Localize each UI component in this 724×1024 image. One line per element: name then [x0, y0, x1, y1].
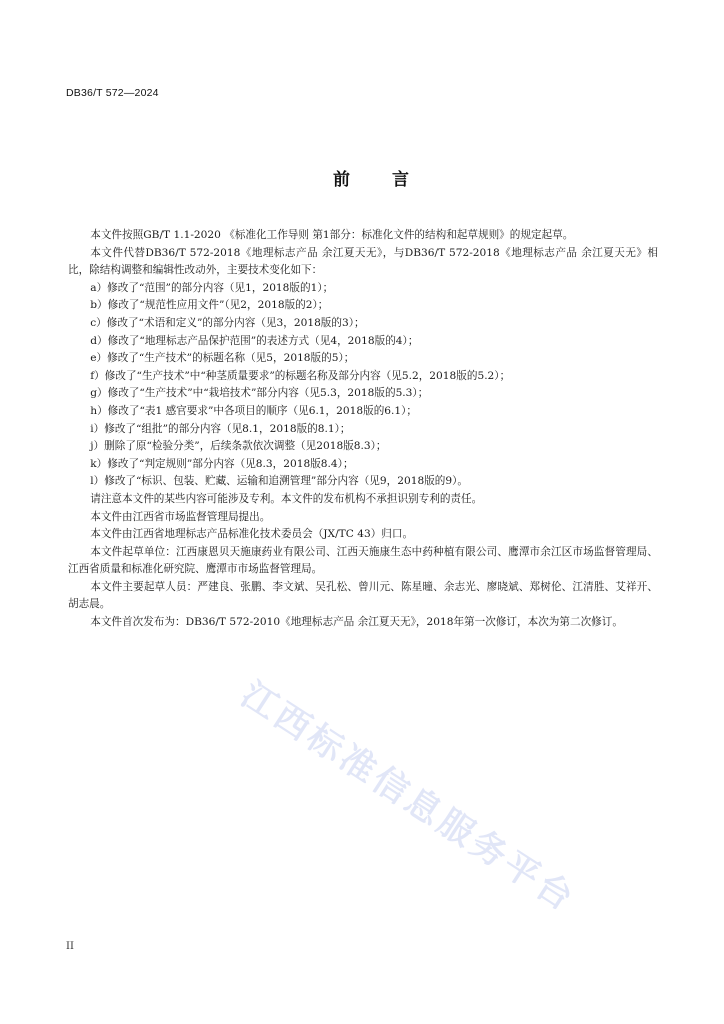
standard-code: DB36/T 572—2024	[66, 87, 159, 99]
list-item: j）删除了原“检验分类”，后续条款依次调整（见2018版8.3）；	[90, 440, 387, 453]
list-item: l）修改了“标识、包装、贮藏、运输和追溯管理”部分内容（见9，2018版的9）。	[90, 475, 469, 488]
list-item: c）修改了“术语和定义”的部分内容（见3，2018版的3）；	[90, 316, 365, 329]
document-body	[68, 227, 658, 632]
list-item: a）修改了“范围”的部分内容（见1，2018版的1）；	[90, 281, 334, 294]
list-item: k）修改了“判定规则”部分内容（见8.3，2018版8.4）；	[90, 457, 354, 470]
changes-list	[68, 280, 658, 491]
page-number: II	[66, 941, 74, 952]
patent-notice: 请注意本文件的某些内容可能涉及专利。本文件的发布机构不承担识别专利的责任。	[90, 492, 483, 505]
intro-paragraph: 本文件按照GB/T 1.1-2020 《标准化工作导则 第1部分：标准化文件的结构和起草规则》的规定起草。	[90, 229, 574, 241]
list-item: h）修改了“表1 感官要求”中各项目的顺序（见6.1，2018版的6.1）；	[90, 404, 418, 417]
list-item: b）修改了“规范性应用文件”（见2，2018版的2）；	[90, 299, 329, 312]
list-item: i）修改了“组批”的部分内容（见8.1，2018版的8.1）；	[90, 422, 351, 435]
centralized-unit-paragraph: 本文件由江西省地理标志产品标准化技术委员会（JX/TC 43）归口。	[90, 528, 414, 541]
proposer-paragraph: 本文件由江西省市场监督管理局提出。	[90, 510, 271, 523]
list-item: e）修改了“生产技术”的标题名称（见5，2018版的5）；	[90, 352, 355, 365]
revision-history-paragraph: 本文件首次发布为：DB36/T 572-2010《地理标志产品 余江夏天无》，2018年第一次修订，本次为第二次修订。	[90, 616, 623, 629]
intro-paragraph: 本文件代替DB36/T 572-2018《地理标志产品 余江夏天无》，与DB36/T 572-2018《地理标志产品 余江夏天无》相比，除结构调整和编辑性改动外，主要技术变化如下：	[68, 246, 658, 277]
list-item: d）修改了“地理标志产品保护范围”的表述方式（见4，2018版的4）；	[90, 334, 419, 347]
watermark: 江西标准信息服务平台	[233, 674, 583, 921]
list-item: g）修改了“生产技术”中“栽培技术”部分内容（见5.3，2018版的5.3）；	[90, 387, 429, 400]
list-item: f）修改了“生产技术”中“种茎质量要求”的标题名称及部分内容（见5.2，2018版的5.2）；	[90, 369, 511, 382]
drafting-units-paragraph: 本文件起草单位：江西康恩贝天施康药业有限公司、江西天施康生态中药种植有限公司、鹰潭市余江区市场监督管理局、江西省质量和标准化研究院、鹰潭市市场监督管理局。	[68, 545, 658, 576]
drafters-paragraph: 本文件主要起草人员：严建良、张鹏、李文斌、吴孔松、曾川元、陈星曈、余志光、廖晓斌、郑树伦、江清胜、艾祥开、胡志晨。	[68, 580, 658, 611]
page-title: 前 言	[333, 170, 427, 190]
